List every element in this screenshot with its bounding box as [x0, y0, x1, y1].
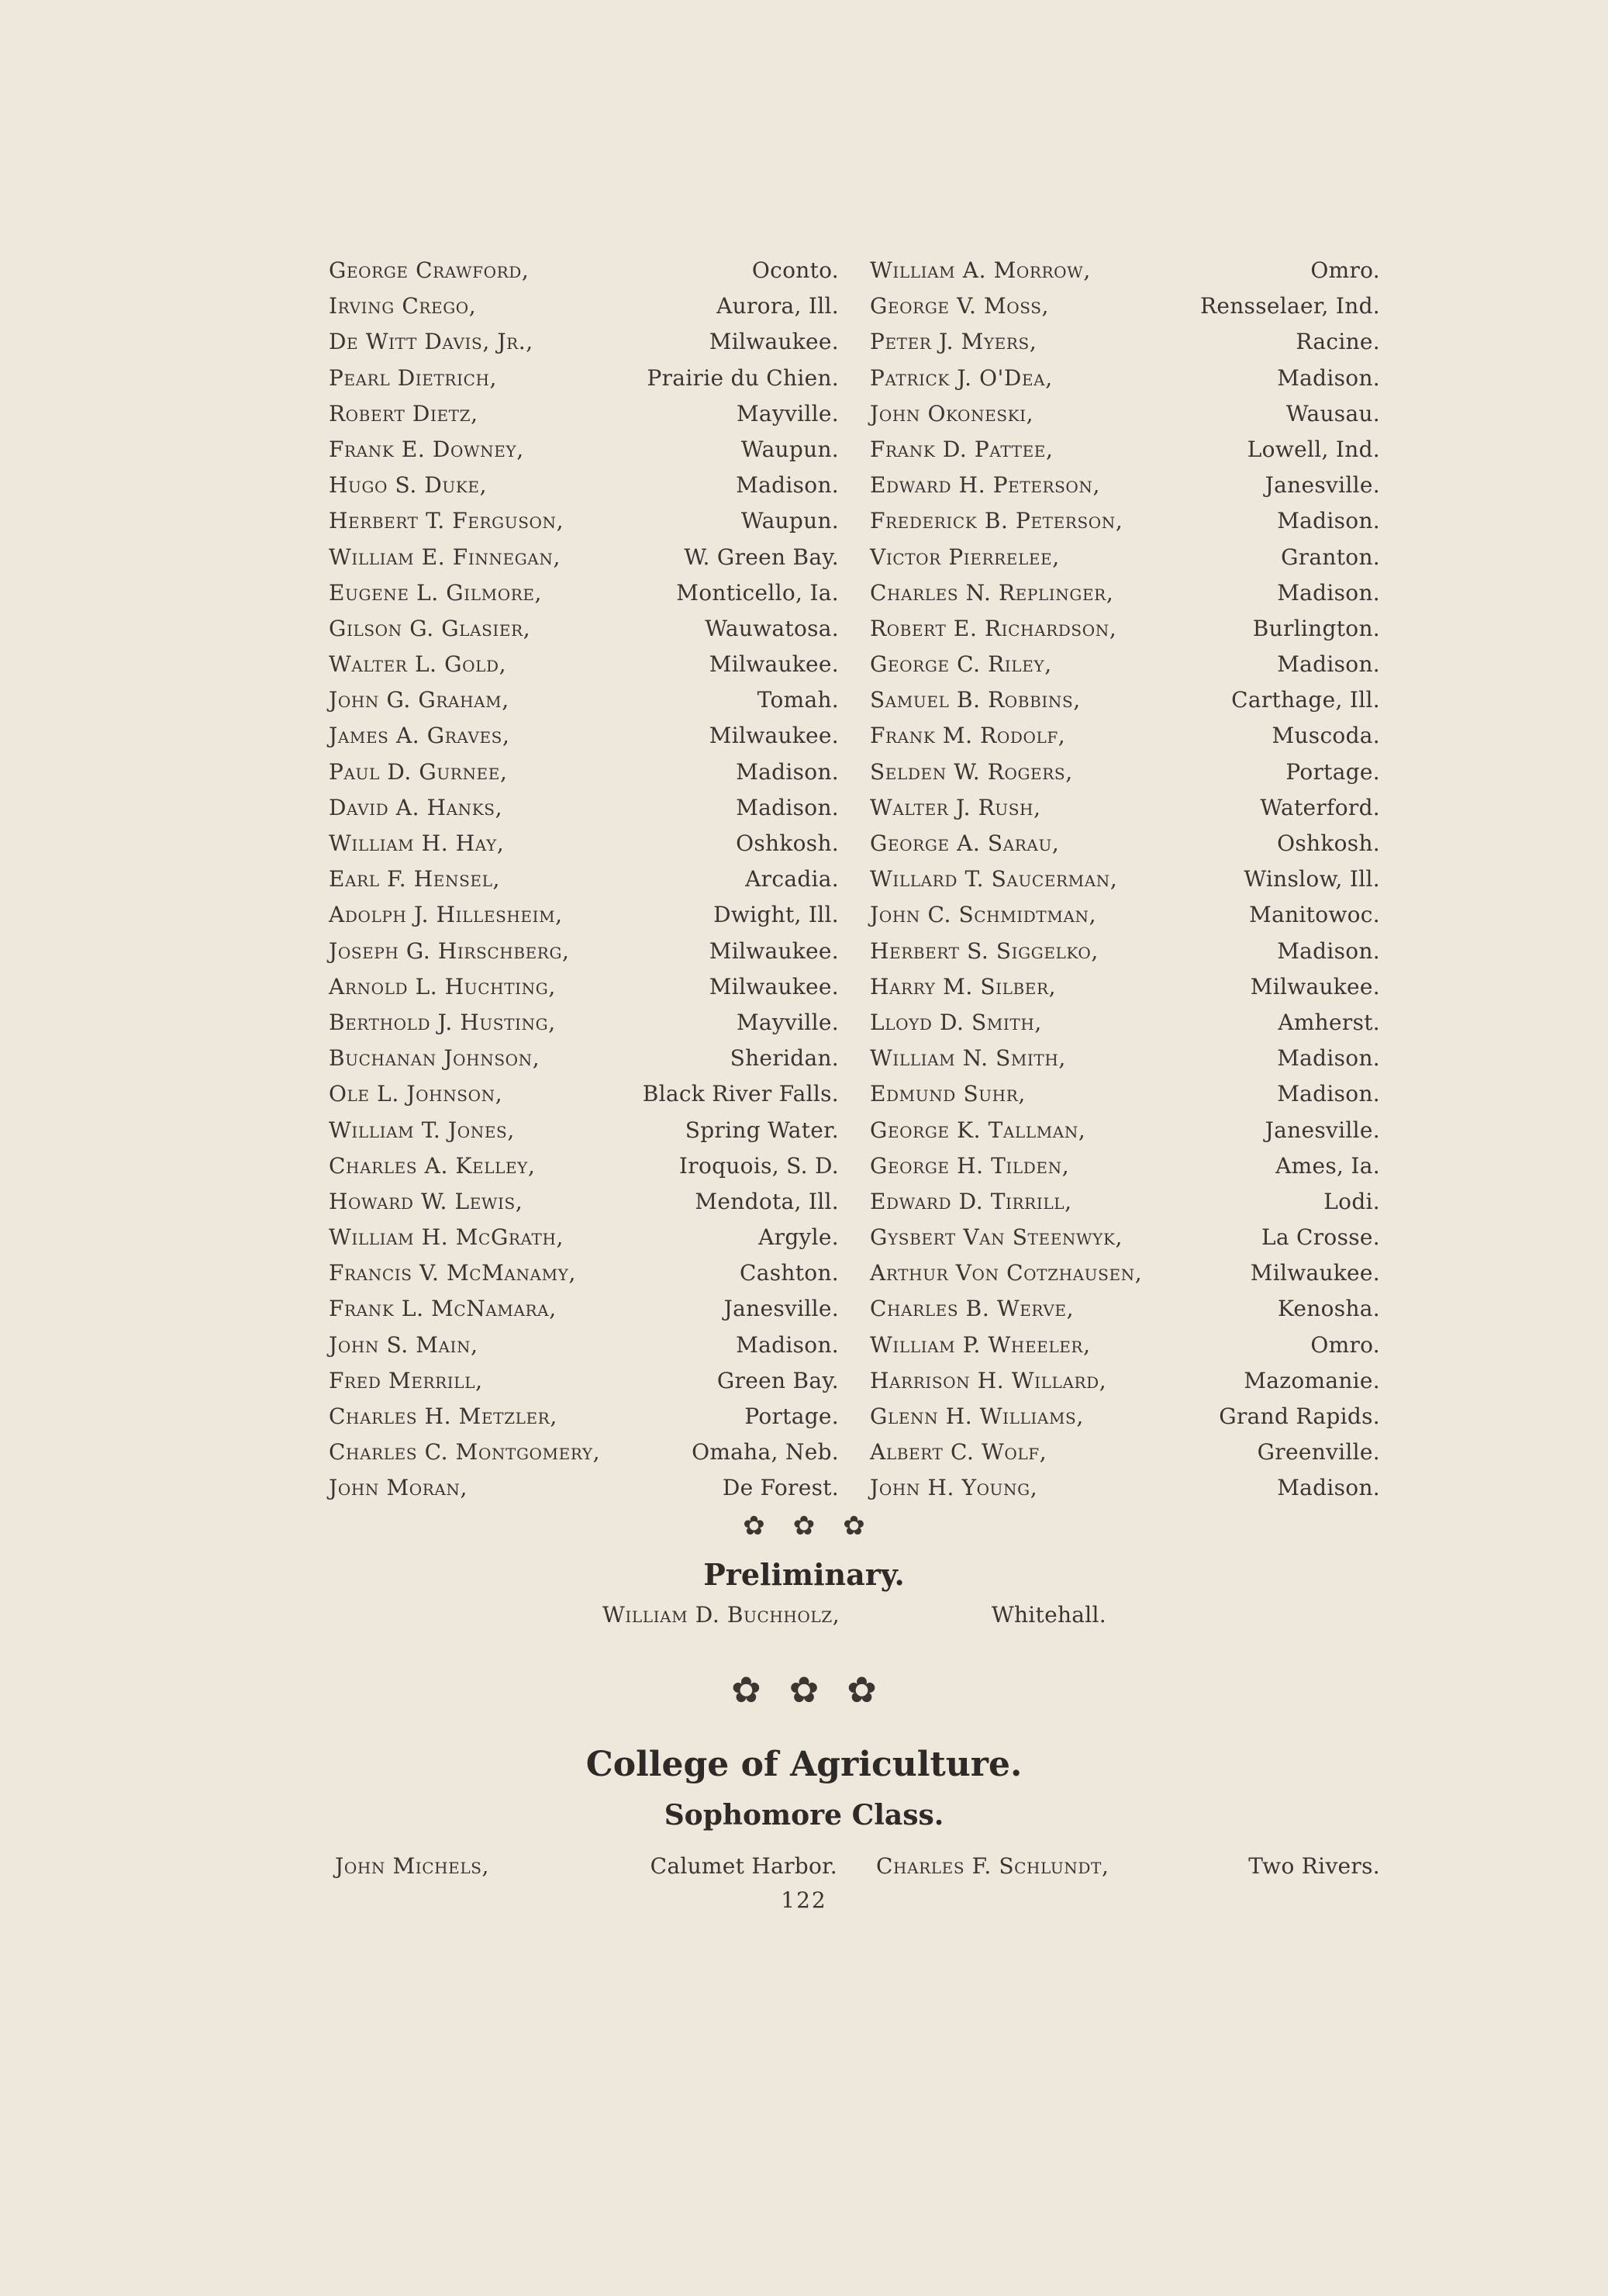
student-name: Charles H. Metzler,: [329, 1403, 557, 1429]
student-hometown: Madison.: [1277, 508, 1380, 534]
roster-entry: [329, 324, 839, 360]
roster-entry: [870, 1184, 1380, 1220]
roster-entry: [870, 1255, 1380, 1291]
student-hometown: Racine.: [1296, 329, 1380, 355]
student-name: William A. Morrow,: [870, 257, 1091, 283]
student-hometown: Milwaukee.: [709, 973, 839, 1000]
student-hometown: De Forest.: [722, 1475, 839, 1501]
student-name: Charles C. Montgomery,: [329, 1439, 601, 1466]
student-hometown: Greenville.: [1257, 1439, 1380, 1466]
student-name: John C. Schmidtman,: [870, 902, 1097, 928]
student-name: Glenn H. Williams,: [870, 1403, 1084, 1429]
student-hometown: Waterford.: [1260, 794, 1380, 820]
student-name: Herbert S. Siggelko,: [870, 937, 1099, 964]
student-name: William P. Wheeler,: [870, 1331, 1091, 1358]
roster-entry: [870, 1076, 1380, 1112]
student-name: Paul D. Gurnee,: [329, 758, 508, 785]
roster-entry: [329, 718, 839, 754]
student-hometown: Janesville.: [1265, 1117, 1380, 1143]
student-hometown: Madison.: [1277, 1081, 1380, 1107]
student-hometown: Madison.: [1277, 1475, 1380, 1501]
student-name: George C. Riley,: [870, 651, 1052, 678]
student-name: John Okoneski,: [870, 400, 1034, 426]
college-heading: College of Agriculture.: [585, 1745, 1023, 1784]
student-hometown: Milwaukee.: [709, 937, 839, 964]
student-name: Walter J. Rush,: [870, 794, 1041, 820]
student-name: Earl F. Hensel,: [329, 866, 500, 893]
roster-entry: [329, 1399, 839, 1435]
roster-entry: [870, 647, 1380, 682]
flower-icon: ✿: [743, 1511, 765, 1542]
student-name: Howard W. Lewis,: [329, 1188, 523, 1214]
student-name: George Crawford,: [329, 257, 530, 283]
student-name: Samuel B. Robbins,: [870, 687, 1081, 713]
student-name: Berthold J. Husting,: [329, 1009, 556, 1035]
flower-icon: ✿: [731, 1669, 761, 1711]
roster-entry: [870, 1113, 1380, 1148]
student-name: George V. Moss,: [870, 293, 1050, 319]
student-name: Charles B. Werve,: [870, 1296, 1075, 1322]
student-hometown: Muscoda.: [1272, 723, 1380, 749]
roster-entry: [329, 575, 839, 611]
student-hometown: Madison.: [736, 1331, 839, 1358]
preliminary-entry: [602, 1602, 1106, 1628]
student-hometown: Arcadia.: [745, 866, 839, 893]
roster-entry: [870, 253, 1380, 288]
student-name: Albert C. Wolf,: [870, 1439, 1047, 1466]
student-hometown: Dwight, Ill.: [713, 902, 839, 928]
roster-entry: [870, 575, 1380, 611]
student-hometown: Manitowoc.: [1249, 902, 1380, 928]
flower-icon: ✿: [788, 1669, 820, 1711]
student-name: Harrison H. Willard,: [870, 1367, 1107, 1393]
student-hometown: Janesville.: [1265, 472, 1380, 499]
student-name: David A. Hanks,: [329, 794, 503, 820]
roster-entry: [870, 1148, 1380, 1184]
preliminary-heading: Preliminary.: [703, 1557, 905, 1592]
student-hometown: Lodi.: [1323, 1188, 1380, 1214]
student-hometown: Prairie du Chien.: [647, 364, 839, 391]
student-hometown: Waupun.: [740, 436, 839, 462]
flower-icon: ✿: [847, 1669, 877, 1711]
roster-entry: [870, 540, 1380, 575]
student-name: John G. Graham,: [329, 687, 509, 713]
roster-entry: [329, 682, 839, 718]
flower-icon: ✿: [792, 1511, 816, 1542]
student-hometown: Two Rivers.: [1248, 1853, 1380, 1879]
student-name: Eugene L. Gilmore,: [329, 579, 543, 606]
student-name: John S. Main,: [329, 1331, 478, 1358]
roster-entry: [329, 897, 839, 933]
roster-entry: [870, 1328, 1380, 1363]
student-hometown: Amherst.: [1278, 1009, 1380, 1035]
student-name: Frederick B. Peterson,: [870, 508, 1123, 534]
floral-ornament-divider: [0, 1669, 1608, 1711]
student-hometown: Carthage, Ill.: [1231, 687, 1380, 713]
roster-entry: [870, 611, 1380, 647]
roster-entry: [870, 754, 1380, 790]
student-name: Hugo S. Duke,: [329, 472, 488, 499]
student-name: Francis V. McManamy,: [329, 1260, 576, 1286]
roster-entry: [329, 826, 839, 861]
student-hometown: Waupun.: [740, 508, 839, 534]
roster-entry: [329, 1041, 839, 1076]
student-name: Gysbert Van Steenwyk,: [870, 1224, 1123, 1251]
roster-entry: [329, 1363, 839, 1399]
student-hometown: Whitehall.: [991, 1602, 1106, 1628]
roster-entry: [329, 503, 839, 539]
student-hometown: Madison.: [1277, 937, 1380, 964]
student-name: Buchanan Johnson,: [329, 1045, 540, 1072]
student-hometown: Spring Water.: [685, 1117, 839, 1143]
floral-ornament-divider: [0, 1511, 1608, 1542]
student-hometown: Black River Falls.: [642, 1081, 839, 1107]
student-hometown: Sheridan.: [730, 1045, 839, 1072]
student-hometown: Milwaukee.: [1250, 973, 1380, 1000]
roster-entry: [870, 969, 1380, 1005]
roster-entry: [870, 826, 1380, 861]
student-name: Irving Crego,: [329, 293, 477, 319]
student-hometown: Portage.: [744, 1403, 839, 1429]
roster-entry: [870, 861, 1380, 897]
student-hometown: Milwaukee.: [1250, 1260, 1380, 1286]
student-name: William N. Smith,: [870, 1045, 1066, 1072]
roster-entry: [329, 253, 839, 288]
student-name: Joseph G. Hirschberg,: [329, 937, 570, 964]
student-hometown: Tomah.: [757, 687, 839, 713]
student-hometown: Madison.: [1277, 364, 1380, 391]
student-hometown: Madison.: [1277, 651, 1380, 678]
roster-entry: [870, 897, 1380, 933]
student-name: Edmund Suhr,: [870, 1081, 1026, 1107]
roster-entry: [870, 1291, 1380, 1327]
student-name: William D. Buchholz,: [602, 1602, 840, 1628]
student-hometown: Ames, Ia.: [1275, 1152, 1380, 1179]
student-name: John H. Young,: [870, 1475, 1038, 1501]
roster-entry: [870, 324, 1380, 360]
student-hometown: Mayville.: [736, 1009, 839, 1035]
student-hometown: Lowell, Ind.: [1247, 436, 1380, 462]
student-hometown: Omaha, Neb.: [692, 1439, 839, 1466]
roster-entry: [329, 861, 839, 897]
student-name: Arthur Von Cotzhausen,: [870, 1260, 1143, 1286]
student-hometown: Burlington.: [1252, 615, 1380, 641]
roster-right-column: [870, 253, 1380, 1507]
student-name: William H. McGrath,: [329, 1224, 564, 1251]
roster-entry: [329, 288, 839, 324]
roster-entry: [870, 1041, 1380, 1076]
student-hometown: Mazomanie.: [1244, 1367, 1380, 1393]
student-name: James A. Graves,: [329, 723, 510, 749]
roster-entry: [870, 468, 1380, 503]
student-name: Charles A. Kelley,: [329, 1152, 536, 1179]
roster-entry: [329, 969, 839, 1005]
student-hometown: Monticello, Ia.: [676, 579, 839, 606]
roster-entry: [329, 361, 839, 396]
student-name: Adolph J. Hillesheim,: [329, 902, 563, 928]
student-hometown: Mendota, Ill.: [695, 1188, 839, 1214]
student-name: Frank D. Pattee,: [870, 436, 1054, 462]
roster-entry: [329, 1148, 839, 1184]
agriculture-entry: [876, 1853, 1380, 1879]
roster-entry: [870, 790, 1380, 826]
roster-entry: [870, 432, 1380, 468]
student-hometown: Madison.: [736, 794, 839, 820]
student-hometown: Omro.: [1310, 257, 1380, 283]
student-hometown: Madison.: [736, 758, 839, 785]
student-name: Patrick J. O'Dea,: [870, 364, 1053, 391]
roster-entry: [870, 503, 1380, 539]
roster-entry: [870, 718, 1380, 754]
roster-entry: [329, 1005, 839, 1041]
student-name: Ole L. Johnson,: [329, 1081, 503, 1107]
student-name: Lloyd D. Smith,: [870, 1009, 1042, 1035]
roster-entry: [870, 1363, 1380, 1399]
student-name: Robert Dietz,: [329, 400, 478, 426]
student-name: George H. Tilden,: [870, 1152, 1070, 1179]
roster-entry: [870, 1399, 1380, 1435]
class-subheading: Sophomore Class.: [664, 1799, 944, 1832]
roster-entry: [329, 790, 839, 826]
student-hometown: Milwaukee.: [709, 329, 839, 355]
roster-entry: [870, 1005, 1380, 1041]
roster-entry: [329, 396, 839, 432]
student-hometown: Aurora, Ill.: [716, 293, 839, 319]
student-hometown: Madison.: [736, 472, 839, 499]
student-hometown: Janesville.: [723, 1296, 839, 1322]
agriculture-entry: [335, 1853, 837, 1879]
student-hometown: Wausau.: [1285, 400, 1380, 426]
student-hometown: Calumet Harbor.: [650, 1853, 837, 1879]
student-hometown: Madison.: [1277, 1045, 1380, 1072]
student-hometown: Mayville.: [736, 400, 839, 426]
student-name: Gilson G. Glasier,: [329, 615, 531, 641]
student-hometown: Wauwatosa.: [705, 615, 839, 641]
student-name: George A. Sarau,: [870, 830, 1060, 856]
student-hometown: Rensselaer, Ind.: [1199, 293, 1380, 319]
student-hometown: W. Green Bay.: [684, 544, 839, 570]
student-name: Peter J. Myers,: [870, 329, 1037, 355]
roster-entry: [329, 647, 839, 682]
student-hometown: Portage.: [1285, 758, 1380, 785]
student-hometown: Iroquois, S. D.: [678, 1152, 839, 1179]
roster-entry: [329, 1291, 839, 1327]
roster-entry: [870, 1435, 1380, 1470]
student-name: Edward H. Peterson,: [870, 472, 1101, 499]
roster-entry: [329, 754, 839, 790]
roster-entry: [870, 1470, 1380, 1506]
roster-entry: [329, 468, 839, 503]
roster-entry: [329, 1255, 839, 1291]
roster-entry: [329, 432, 839, 468]
student-name: Charles F. Schlundt,: [876, 1853, 1109, 1879]
roster-entry: [870, 934, 1380, 969]
student-name: William E. Finnegan,: [329, 544, 561, 570]
student-hometown: Winslow, Ill.: [1244, 866, 1380, 893]
student-hometown: Green Bay.: [716, 1367, 839, 1393]
student-name: Edward D. Tirrill,: [870, 1188, 1072, 1214]
student-name: Frank L. McNamara,: [329, 1296, 557, 1322]
roster-entry: [329, 1435, 839, 1470]
roster-entry: [329, 1076, 839, 1112]
student-hometown: Madison.: [1277, 579, 1380, 606]
student-hometown: Oshkosh.: [1277, 830, 1380, 856]
roster-entry: [870, 1220, 1380, 1255]
student-name: Walter L. Gold,: [329, 651, 507, 678]
student-name: John Michels,: [335, 1853, 490, 1879]
flower-icon: ✿: [843, 1511, 865, 1542]
student-name: Fred Merrill,: [329, 1367, 483, 1393]
student-name: William T. Jones,: [329, 1117, 515, 1143]
roster-entry: [329, 1328, 839, 1363]
student-name: Frank E. Downey,: [329, 436, 524, 462]
page-number: 122: [781, 1887, 827, 1913]
student-name: Arnold L. Huchting,: [329, 973, 556, 1000]
roster-entry: [329, 540, 839, 575]
student-name: John Moran,: [329, 1475, 468, 1501]
student-name: William H. Hay,: [329, 830, 505, 856]
student-name: Frank M. Rodolf,: [870, 723, 1066, 749]
student-name: Selden W. Rogers,: [870, 758, 1073, 785]
student-hometown: Granton.: [1281, 544, 1380, 570]
student-hometown: Argyle.: [758, 1224, 839, 1251]
roster-entry: [329, 1220, 839, 1255]
roster-entry: [329, 1184, 839, 1220]
roster-entry: [329, 1470, 839, 1506]
student-roster: [329, 253, 1380, 1507]
roster-entry: [870, 288, 1380, 324]
student-name: Victor Pierrelee,: [870, 544, 1060, 570]
student-hometown: La Crosse.: [1261, 1224, 1380, 1251]
student-name: De Witt Davis, Jr.,: [329, 329, 533, 355]
student-name: Herbert T. Ferguson,: [329, 508, 564, 534]
roster-entry: [870, 396, 1380, 432]
roster-entry: [870, 682, 1380, 718]
student-hometown: Cashton.: [740, 1260, 839, 1286]
student-name: Willard T. Saucerman,: [870, 866, 1118, 893]
student-hometown: Oshkosh.: [736, 830, 839, 856]
student-hometown: Oconto.: [751, 257, 839, 283]
student-name: Robert E. Richardson,: [870, 615, 1117, 641]
student-hometown: Omro.: [1310, 1331, 1380, 1358]
roster-entry: [329, 611, 839, 647]
student-name: Pearl Dietrich,: [329, 364, 498, 391]
student-hometown: Milwaukee.: [709, 651, 839, 678]
student-name: George K. Tallman,: [870, 1117, 1086, 1143]
student-name: Harry M. Silber,: [870, 973, 1057, 1000]
student-hometown: Grand Rapids.: [1219, 1403, 1380, 1429]
student-hometown: Milwaukee.: [709, 723, 839, 749]
student-name: Charles N. Replinger,: [870, 579, 1114, 606]
roster-entry: [329, 1113, 839, 1148]
student-hometown: Kenosha.: [1277, 1296, 1380, 1322]
roster-entry: [329, 934, 839, 969]
roster-entry: [870, 361, 1380, 396]
roster-left-column: [329, 253, 839, 1507]
